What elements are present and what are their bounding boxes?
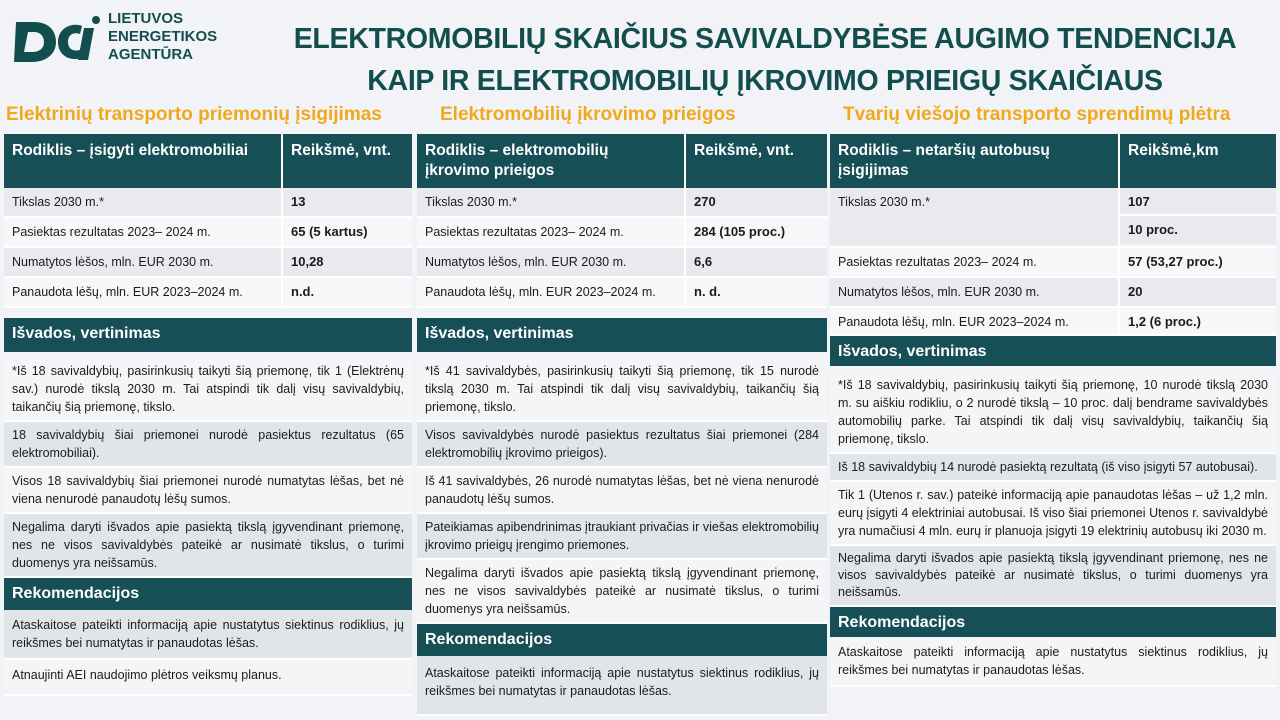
row-value: 65 (5 kartus) [283,218,412,246]
row-label: Numatytos lėšos, mln. EUR 2030 m. [830,278,1120,306]
header-value: Reikšmė, vnt. [291,142,391,159]
table-row [417,278,827,308]
conclusion-paragraph: *Iš 18 savivaldybių, pasirinkusių taikyti šią priemonę, 10 nurodė tikslą 2030 m. su aiškiu rodikliu, o 2 nurodė tikslą – 10 proc. dalį bendrame savivaldybės automobilių parke. Tai atspindi tik dalį visų savivaldybių, taikančių šią priemonę, tikslo. [830,372,1276,454]
conclusion-paragraph: Pateikiamas apibendrinimas įtraukiant privačias ir viešas elektromobilių įkrovimo prieigų įrengimo priemones. [417,514,827,560]
row-value: 1,2 (6 proc.) [1120,308,1276,334]
table-row [830,188,1276,248]
table-row [830,248,1276,278]
title-line-1: ELEKTROMOBILIŲ SKAIČIUS SAVIVALDYBĖSE AUGIMO TENDENCIJA [293,23,1237,55]
recommendations-heading: Rekomendacijos [4,578,412,610]
header-value: Reikšmė, vnt. [694,142,794,159]
conclusion-paragraph: Negalima daryti išvados apie pasiektą tikslą įgyvendinant priemonę, nes ne visos savivaldybės pateikė ar nusimatė tikslus, o turimi duomenys yra neišsamūs. [417,560,827,624]
conclusion-paragraph: Visos savivaldybės nurodė pasiektus rezultatus šiai priemonei (284 elektromobilių įkrovimo prieigos). [417,422,827,468]
row-value: n. d. [686,278,827,306]
conclusion-paragraph: *Iš 18 savivaldybių, pasirinkusių taikyti šią priemonę, tik 1 (Elektrėnų sav.) nurodė tikslą 2030 m. Tai atspindi tik dalį visų savivaldybių, taikančių šią priemonę, tikslo. [4,358,412,422]
conclusion-paragraph: Iš 41 savivaldybės, 26 nurodė numatytas lėšas, bet nė viena nenurodė panaudotų lėšų sumos. [417,468,827,514]
row-label: Tikslas 2030 m.* [4,188,283,216]
conclusion-paragraph: 18 savivaldybių šiai priemonei nurodė pasiektus rezultatus (65 elektromobiliai). [4,422,412,468]
column-ev-purchase [4,134,412,696]
recommendation-paragraph: Atnaujinti AEI naudojimo plėtros veiksmų planus. [4,660,412,696]
table-header [417,134,827,188]
table-row [830,278,1276,308]
row-label: Panaudota lėšų, mln. EUR 2023–2024 m. [417,278,686,306]
lea-logo-icon [10,14,102,66]
conclusion-paragraph: Negalima daryti išvados apie pasiektą tikslą įgyvendinant priemonę, nes ne visos savivaldybės pateikė ar nusimatė tikslus, o turimi duomenys yra neišsamūs. [830,546,1276,607]
header-indicator: Rodiklis – elektromobilių įkrovimo prieigos [417,134,686,188]
conclusions-heading: Išvados, vertinimas [417,318,827,352]
conclusion-paragraph: Visos 18 savivaldybių šiai priemonei nurodė numatytas lėšas, bet nė viena nenurodė panaudotų lėšų sumos. [4,468,412,514]
section-title-ev-purchase: Elektrinių transporto priemonių įsigijimas [6,104,382,125]
table-row [417,248,827,278]
header-value: Reikšmė,km [1128,142,1219,159]
row-label: Panaudota lėšų, mln. EUR 2023–2024 m. [830,308,1120,334]
row-label: Pasiektas rezultatas 2023– 2024 m. [4,218,283,246]
conclusion-paragraph: *Iš 41 savivaldybės, pasirinkusių taikyti šią priemonę, tik 15 nurodė tikslą 2030 m. Tai atspindi tik dalį visų savivaldybių, taikančių šią priemonę, tikslo. [417,358,827,422]
column-charging [417,134,827,716]
row-value-group [1120,188,1276,246]
logo-line-3: AGENTŪRA [108,46,193,63]
logo-line-2: ENERGETIKOS [108,28,218,45]
recommendations-heading: Rekomendacijos [417,624,827,656]
title-line-2: KAIP IR ELEKTROMOBILIŲ ĮKROVIMO PRIEIGŲ SKAIČIAUS [367,65,1163,97]
table-header [830,134,1276,188]
row-value: 57 (53,27 proc.) [1120,248,1276,276]
table-row [4,218,412,248]
row-value: 20 [1120,278,1276,306]
recommendation-paragraph: Ataskaitose pateikti informaciją apie nustatytus siektinus rodiklius, jų reikšmes bei numatytas ir panaudotas lėšas. [4,610,412,660]
row-label: Panaudota lėšų, mln. EUR 2023–2024 m. [4,278,283,306]
section-title-charging: Elektromobilių įkrovimo prieigos [440,104,736,125]
row-value: 6,6 [686,248,827,276]
header-indicator: Rodiklis – įsigyti elektromobiliai [4,134,283,188]
row-label: Numatytos lėšos, mln. EUR 2030 m. [417,248,686,276]
row-value: 13 [283,188,412,216]
header-indicator: Rodiklis – netaršių autobusų įsigijimas [830,134,1120,188]
row-value: n.d. [283,278,412,306]
row-value: 10 proc. [1120,216,1276,244]
page-title [250,18,1280,102]
table-row [417,218,827,248]
table-row [4,248,412,278]
recommendation-paragraph: Ataskaitose pateikti informaciją apie nustatytus siektinus rodiklius, jų reikšmes bei numatytas ir panaudotas lėšas. [417,656,827,716]
table-row [417,188,827,218]
row-label: Tikslas 2030 m.* [417,188,686,216]
logo-line-1: LIETUVOS [108,10,184,27]
recommendations-heading: Rekomendacijos [830,607,1276,637]
agency-logo [10,10,230,70]
conclusions-heading: Išvados, vertinimas [4,318,412,352]
row-value: 107 [1120,188,1276,216]
row-label: Numatytos lėšos, mln. EUR 2030 m. [4,248,283,276]
logo-text [108,10,217,64]
conclusion-paragraph: Iš 18 savivaldybių 14 nurodė pasiektą rezultatą (iš viso įsigyti 57 autobusai). [830,454,1276,482]
conclusion-paragraph: Tik 1 (Utenos r. sav.) pateikė informaciją apie panaudotas lėšas – už 1,2 mln. eurų įsigyti 4 elektriniai autobusai. Iš viso šiai priemonei Utenos r. savivaldybė yra numačiusi 4 mln. eurų ir planuoja įsigyti 19 elektrinių autobusų iki 2030 m. [830,482,1276,546]
row-label: Pasiektas rezultatas 2023– 2024 m. [830,248,1120,276]
conclusions-heading: Išvados, vertinimas [830,336,1276,366]
row-value: 284 (105 proc.) [686,218,827,246]
table-row [4,188,412,218]
column-public-transport [830,134,1276,687]
table-header [4,134,412,188]
row-value: 10,28 [283,248,412,276]
row-value: 270 [686,188,827,216]
table-row [830,308,1276,336]
row-label: Pasiektas rezultatas 2023– 2024 m. [417,218,686,246]
table-row [4,278,412,308]
row-label: Tikslas 2030 m.* [830,188,1120,246]
recommendation-paragraph: Ataskaitose pateikti informaciją apie nustatytus siektinus rodiklius, jų reikšmes bei numatytas ir panaudotas lėšas. [830,637,1276,687]
conclusion-paragraph: Negalima daryti išvados apie pasiektą tikslą įgyvendinant priemonę, nes ne visos savivaldybės pateikė ar nusimatė tikslus, o turimi duomenys yra neišsamūs. [4,514,412,578]
section-title-public-transport: Tvarių viešojo transporto sprendimų plėtra [843,104,1231,125]
